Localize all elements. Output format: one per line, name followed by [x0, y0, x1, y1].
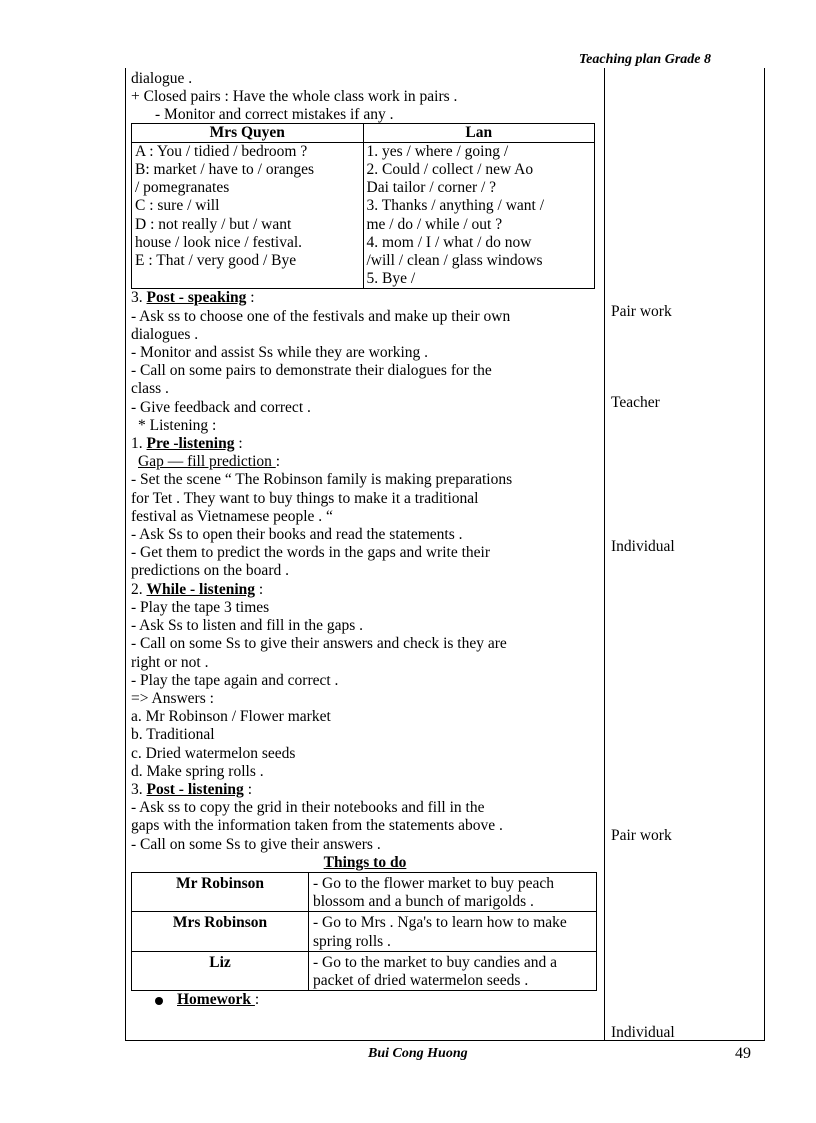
running-title: Teaching plan Grade 8 — [578, 52, 711, 67]
cue-line: 1. yes / where / going / — [366, 142, 509, 160]
answer-line: d. Make spring rolls . — [131, 762, 264, 780]
table-row — [132, 872, 597, 911]
cue-line: 4. mom / I / what / do now — [366, 233, 532, 251]
section-heading: 1. Pre -listening : — [131, 435, 243, 453]
step-line: - Play the tape 3 times — [131, 598, 270, 616]
footer-author: Bui Cong Huong — [368, 1046, 468, 1061]
side-note-pair-work: Pair work — [611, 827, 672, 844]
dialogue-table — [131, 123, 595, 290]
cue-line: 5. Bye / — [366, 270, 416, 288]
step-line: - Set the scene “ The Robinson family is making preparations — [131, 471, 513, 489]
side-note-individual: Individual — [611, 1024, 675, 1041]
table-row — [132, 912, 597, 951]
step-line: for Tet . They want to buy things to make it a traditional — [131, 489, 479, 507]
bullet-icon — [155, 997, 163, 1005]
step-line: - Call on some Ss to give their answers . — [131, 835, 381, 853]
section-heading: 3. Post - listening : — [131, 780, 252, 798]
homework-line: Homework : — [131, 991, 599, 1009]
intro-line: + Closed pairs : Have the whole class work in pairs . — [131, 88, 458, 106]
intro-line: - Monitor and correct mistakes if any . — [155, 106, 394, 124]
answer-line: c. Dried watermelon seeds — [131, 744, 296, 762]
step-line: - Ask ss to copy the grid in their notebooks and fill in the — [131, 799, 485, 817]
page-number: 49 — [735, 1045, 751, 1062]
step-line: - Ask Ss to listen and fill in the gaps . — [131, 617, 364, 635]
main-column — [131, 70, 599, 1009]
things-to-do-title: Things to do — [323, 853, 407, 871]
dialogue-col2 — [363, 142, 595, 289]
answer-line: a. Mr Robinson / Flower market — [131, 708, 331, 726]
dialogue-col2-header: Lan — [363, 123, 595, 142]
cue-line: house / look nice / festival. — [135, 233, 303, 251]
cue-line: me / do / while / out ? — [366, 215, 503, 233]
cue-line: 2. Could / collect / new Ao — [366, 161, 534, 179]
cue-line: 3. Thanks / anything / want / — [366, 197, 545, 215]
step-line: festival as Vietnamese people . “ — [131, 507, 333, 525]
cue-line: D : not really / but / want — [135, 215, 292, 233]
step-line: - Call on some Ss to give their answers and check is they are — [131, 635, 507, 653]
side-note-pair-work: Pair work — [611, 303, 672, 320]
step-line: - Play the tape again and correct . — [131, 671, 339, 689]
side-note-individual: Individual — [611, 538, 675, 555]
dialogue-col1-header: Mrs Quyen — [132, 123, 364, 142]
answer-line: b. Traditional — [131, 726, 215, 744]
step-line: predictions on the board . — [131, 562, 289, 580]
section-heading: 2. While - listening : — [131, 580, 264, 598]
step-line: gaps with the information taken from the statements above . — [131, 817, 503, 835]
step-line: - Give feedback and correct . — [131, 398, 311, 416]
subheading: Gap — fill prediction : — [138, 453, 281, 471]
step-line: right or not . — [131, 653, 209, 671]
cue-line: Dai tailor / corner / ? — [366, 179, 497, 197]
task-cell: - Go to Mrs . Nga's to learn how to make spring rolls . — [309, 912, 597, 951]
person-cell: Liz — [132, 951, 309, 990]
person-cell: Mr Robinson — [132, 872, 309, 911]
listening-label: * Listening : — [138, 416, 217, 434]
dialogue-col1 — [132, 142, 364, 289]
step-line: dialogues . — [131, 325, 199, 343]
cue-line: A : You / tidied / bedroom ? — [135, 142, 308, 160]
intro-line: dialogue . — [131, 70, 193, 87]
step-line: - Get them to predict the words in the gaps and write their — [131, 544, 490, 562]
step-line: - Ask Ss to open their books and read the statements . — [131, 526, 463, 544]
column-divider — [604, 68, 605, 1040]
table-row — [132, 951, 597, 990]
task-cell: - Go to the market to buy candies and a packet of dried watermelon seeds . — [309, 951, 597, 990]
person-cell: Mrs Robinson — [132, 912, 309, 951]
cue-line: E : That / very good / Bye — [135, 252, 297, 270]
cue-line: B: market / have to / oranges — [135, 161, 315, 179]
cue-line: /will / clean / glass windows — [366, 252, 543, 270]
step-line: class . — [131, 380, 169, 398]
step-line: - Call on some pairs to demonstrate their dialogues for the — [131, 362, 492, 380]
step-line: => Answers : — [131, 689, 214, 707]
step-line: - Ask ss to choose one of the festivals and make up their own — [131, 307, 511, 325]
section-heading: 3. Post - speaking : — [131, 289, 255, 307]
cue-line: C : sure / will — [135, 197, 220, 215]
step-line: - Monitor and assist Ss while they are working . — [131, 344, 429, 362]
things-to-do-table — [131, 872, 597, 991]
cue-line: / pomegranates — [135, 179, 230, 197]
task-cell: - Go to the flower market to buy peach blossom and a bunch of marigolds . — [309, 872, 597, 911]
side-note-teacher: Teacher — [611, 394, 660, 411]
